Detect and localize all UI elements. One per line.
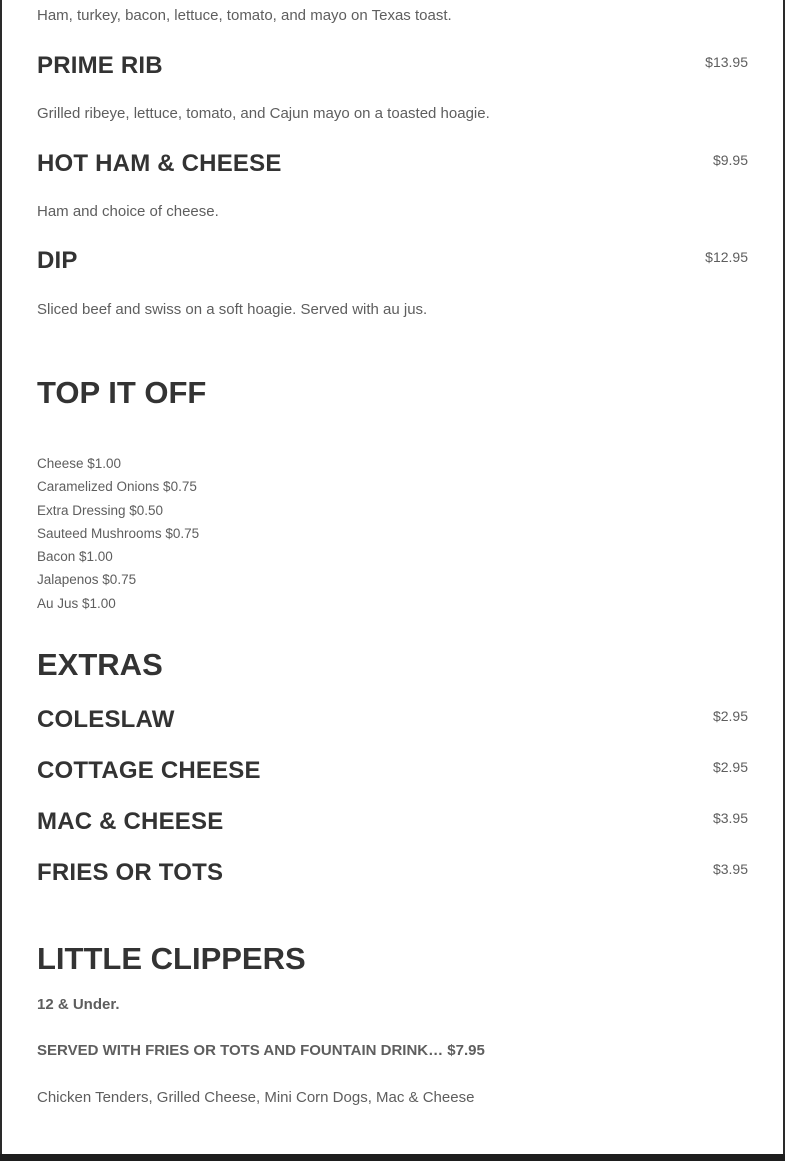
age-note: 12 & Under. (37, 996, 120, 1013)
item-price-prime-rib: $13.95 (705, 54, 748, 70)
item-price-cottage-cheese: $2.95 (712, 759, 748, 775)
footer-bar (0, 1154, 785, 1161)
item-description-hot-ham-cheese: Ham and choice of cheese. (37, 203, 219, 220)
section-title-top-it-off: TOP IT OFF (37, 375, 207, 410)
item-description-prime-rib: Grilled ribeye, lettuce, tomato, and Cajun mayo on a toasted hoagie. (37, 105, 490, 122)
item-name-prime-rib: PRIME RIB (37, 52, 163, 79)
addon-item: Jalapenos $0.75 (37, 572, 137, 587)
served-with-note: SERVED WITH FRIES OR TOTS AND FOUNTAIN DRINK… $7.95 (37, 1042, 485, 1059)
item-price-hot-ham-cheese: $9.95 (712, 152, 748, 168)
addon-item: Sauteed Mushrooms $0.75 (37, 526, 200, 541)
section-title-little-clippers: LITTLE CLIPPERS (37, 941, 306, 976)
section-title-extras: EXTRAS (37, 647, 163, 682)
item-name-hot-ham-cheese: HOT HAM & CHEESE (37, 150, 282, 177)
item-name-cottage-cheese: COTTAGE CHEESE (37, 757, 261, 784)
addon-item: Bacon $1.00 (37, 549, 113, 564)
item-description-dip: Sliced beef and swiss on a soft hoagie. Served with au jus. (37, 301, 428, 318)
item-name-dip: DIP (37, 247, 78, 274)
addon-item: Caramelized Onions $0.75 (37, 479, 197, 494)
addon-item: Extra Dressing $0.50 (37, 503, 164, 518)
addon-item: Au Jus $1.00 (37, 596, 116, 611)
addon-item: Cheese $1.00 (37, 456, 122, 471)
item-price-fries-or-tots: $3.95 (712, 861, 748, 877)
item-description: Ham, turkey, bacon, lettuce, tomato, and mayo on Texas toast. (37, 7, 452, 24)
item-name-fries-or-tots: FRIES OR TOTS (37, 859, 224, 886)
item-name-mac-cheese: MAC & CHEESE (37, 808, 224, 835)
item-price-coleslaw: $2.95 (712, 708, 748, 724)
kids-items-list: Chicken Tenders, Grilled Cheese, Mini Corn Dogs, Mac & Cheese (37, 1089, 475, 1106)
item-name-coleslaw: COLESLAW (37, 706, 175, 733)
item-price-mac-cheese: $3.95 (712, 810, 748, 826)
item-price-dip: $12.95 (705, 249, 748, 265)
